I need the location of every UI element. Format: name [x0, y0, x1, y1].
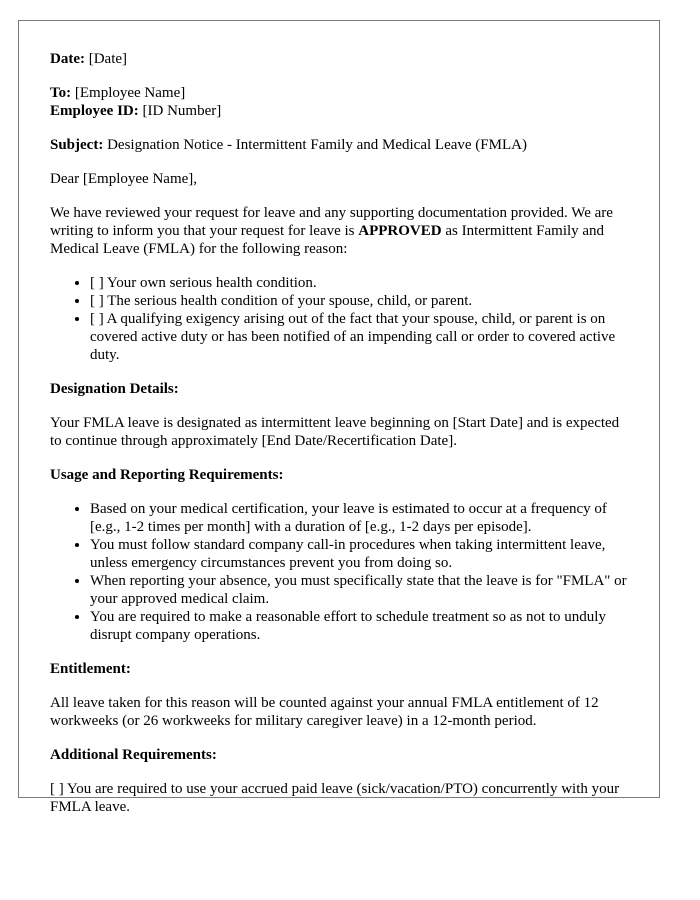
to-label: To:: [50, 85, 72, 101]
usage-item: • Based on your medical certification, your leave is estimated to occur at a frequency of [e.g., 1-2 times per month] with a duration of [e.g., 1-2 days per episode].: [90, 500, 629, 536]
reason-item: • [ ] A qualifying exigency arising out of the fact that your spouse, child, or parent is on covered active duty or has been notified of an impending call or order to covered active duty.: [90, 310, 629, 364]
usage-list: [50, 500, 629, 644]
approved-emphasis: APPROVED: [358, 223, 442, 239]
letter-page: [18, 20, 660, 815]
additional-heading: [50, 746, 629, 764]
usage-heading: [50, 466, 629, 484]
employee-id-label: Employee ID:: [50, 103, 139, 119]
date-line: [50, 50, 629, 68]
entitlement-heading: [50, 660, 629, 678]
designation-heading-text: Designation Details:: [50, 381, 179, 397]
designation-text: Your FMLA leave is designated as intermittent leave beginning on [Start Date] and is expected to continue through approximately [End Date/Recertification Date].: [50, 415, 620, 449]
date-label: Date:: [50, 51, 85, 67]
employee-id-line: [50, 102, 629, 120]
intro-text-before: We have reviewed your request for leave and any supporting documentation provided. We are writing to inform you that your request for leave is: [50, 205, 613, 239]
additional-text: [ ] You are required to use your accrued paid leave (sick/vacation/PTO) concurrently with your FMLA leave.: [50, 781, 620, 815]
entitlement-text: All leave taken for this reason will be counted against your annual FMLA entitlement of 12 workweeks (or 26 workweeks for military caregiver leave) in a 12-month period.: [50, 695, 599, 729]
usage-item: • You must follow standard company call-in procedures when taking intermittent leave, unless emergency circumstances prevent you from doing so.: [90, 536, 629, 572]
reason-item: • [ ] The serious health condition of your spouse, child, or parent.: [90, 292, 629, 310]
date-value: [Date]: [88, 51, 128, 67]
to-line: [50, 84, 629, 102]
entitlement-heading-text: Entitlement:: [50, 661, 131, 677]
additional-heading-text: Additional Requirements:: [50, 747, 217, 763]
to-value: [Employee Name]: [74, 85, 186, 101]
employee-id-value: [ID Number]: [142, 103, 222, 119]
subject-label: Subject:: [50, 137, 104, 153]
usage-item: • You are required to make a reasonable effort to schedule treatment so as not to unduly disrupt company operations.: [90, 608, 629, 644]
reason-list: [50, 274, 629, 364]
usage-heading-text: Usage and Reporting Requirements:: [50, 467, 284, 483]
reason-item: • [ ] Your own serious health condition.: [90, 274, 629, 292]
letter-content: [19, 21, 659, 816]
designation-heading: [50, 380, 629, 398]
intro-text-after: as Intermittent Family and Medical Leave (FMLA) for the following reason:: [50, 223, 605, 257]
greeting: Dear [Employee Name],: [50, 171, 198, 187]
intro-paragraph: [50, 204, 629, 258]
subject-value: Designation Notice - Intermittent Family and Medical Leave (FMLA): [107, 137, 527, 153]
usage-item: • When reporting your absence, you must specifically state that the leave is for "FMLA" or your approved medical claim.: [90, 572, 629, 608]
subject-line: [50, 136, 629, 154]
